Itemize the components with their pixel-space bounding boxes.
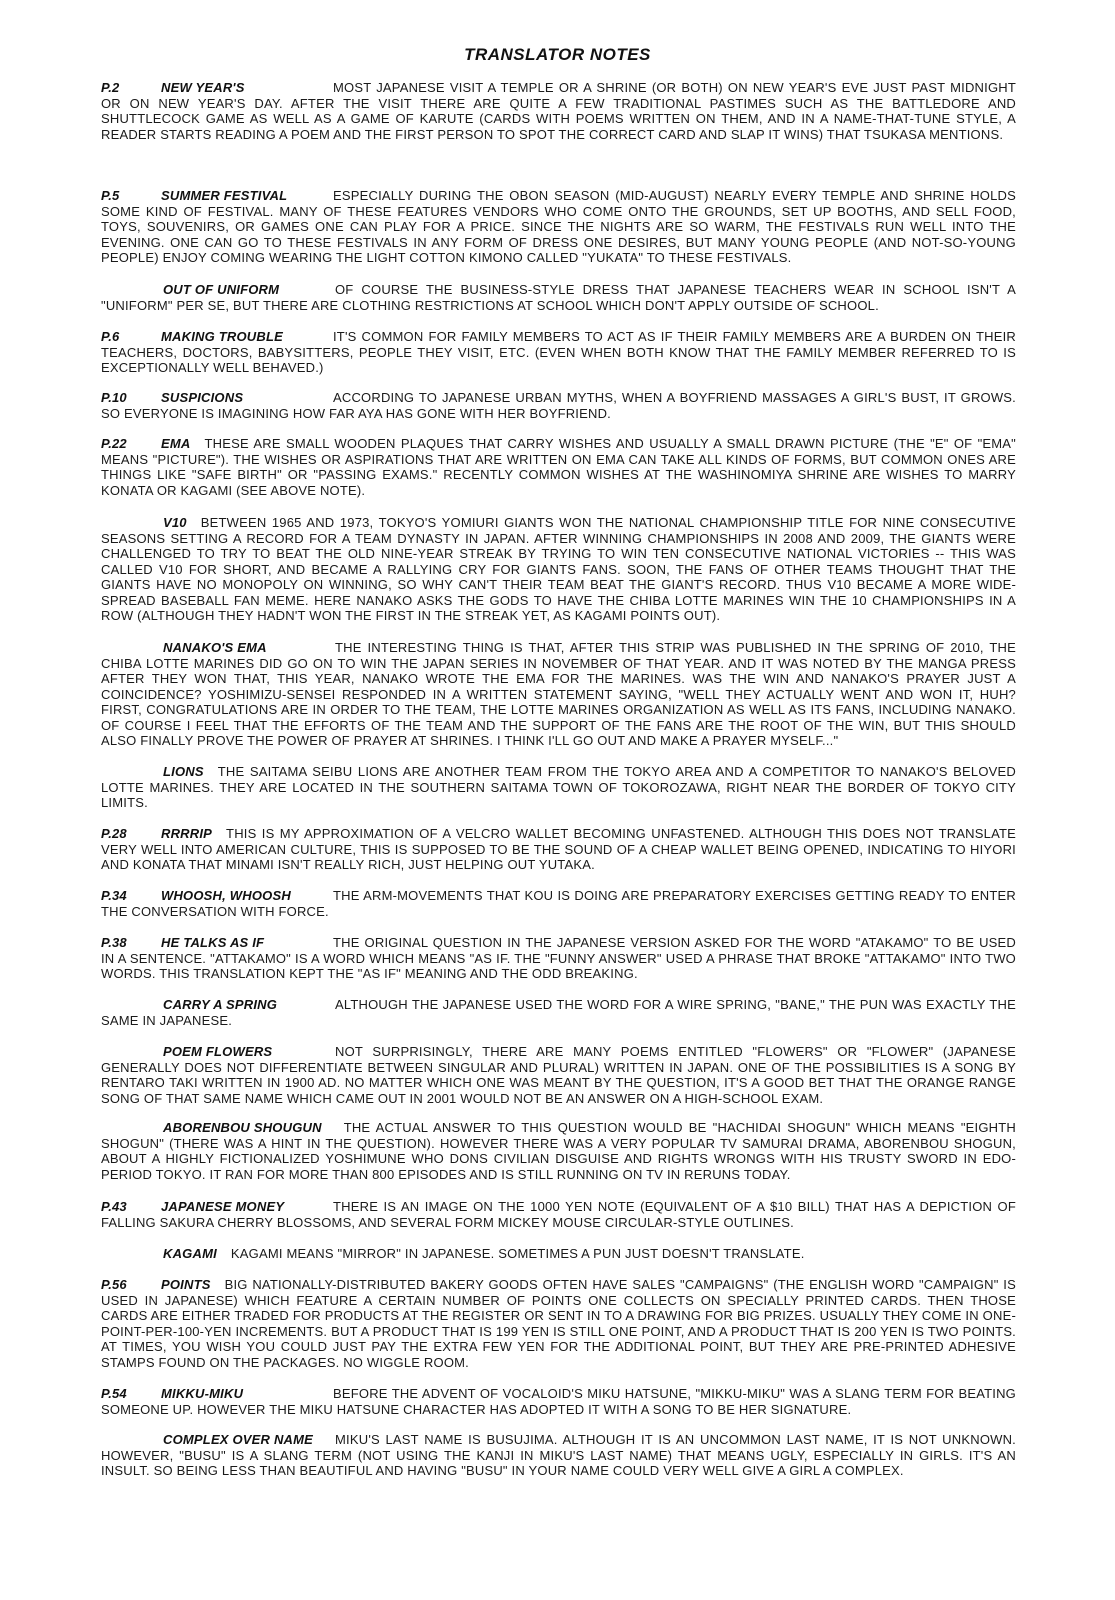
note-term: LIONS — [163, 764, 204, 779]
page-ref: P.22 — [101, 436, 127, 451]
note-text: THE ACTUAL ANSWER TO THIS QUESTION WOULD BE "HACHIDAI SHOGUN" WHICH MEANS "EIGHTH SHOGUN" (THERE WAS A HINT IN THE QUESTION). HOWEVER THERE WAS A VERY POPULAR TV SAMURAI DRAMA, ABORENBOU SHOGUN, ABOUT A HIGHLY FICTIONALIZED YOSHIMUNE WHO DONS CIVILIAN DISGUISE AND RIGHTS WRONGS WITH HIS TRUSTY SWORD IN EDO-PERIOD TOKYO. IT RAN FOR MORE THAN 800 EPISODES AND IS STILL RUNNING ON TV IN RERUNS TODAY. — [101, 1120, 1016, 1182]
note-making-trouble — [101, 329, 1016, 376]
note-kagami — [101, 1246, 1016, 1262]
note-term: POEM FLOWERS — [163, 1044, 273, 1059]
note-complex-over-name — [101, 1432, 1016, 1479]
note-text: MIKU'S LAST NAME IS BUSUJIMA. ALTHOUGH IT IS AN UNCOMMON LAST NAME, IT IS NOT UNKNOWN. HOWEVER, "BUSU" IS A SLANG TERM (NOT USING THE KANJI IN MIKU'S LAST NAME) THAT MEANS UGLY, ESPECIALLY IN GIRLS. IT'S AN INSULT. SO BEING LESS THAN BEAUTIFUL AND HAVING "BUSU" IN YOUR NAME COULD VERY WELL GIVE A GIRL A COMPLEX. — [101, 1432, 1016, 1478]
note-text: ESPECIALLY DURING THE OBON SEASON (MID-AUGUST) NEARLY EVERY TEMPLE AND SHRINE HOLDS SOME KIND OF FESTIVAL. MANY OF THESE FEATURES VENDORS WHO COME ONTO THE GROUNDS, SET UP BOOTHS, AND SELL FOOD, TOYS, SOUVENIRS, OR GAMES ONE CAN PLAY FOR A PRICE. SINCE THE NIGHTS ARE SO WARM, THE FESTIVALS RUN WELL INTO THE EVENING. ONE CAN GO TO THESE FESTIVALS IN ANY FORM OF DRESS ONE DESIRES, BUT MANY YOUNG PEOPLE (AND NOT-SO-YOUNG PEOPLE) ENJOY COMING WEARING THE LIGHT COTTON KIMONO CALLED "YUKATA" TO THESE FESTIVALS. — [101, 188, 1016, 265]
page-ref: P.5 — [101, 188, 120, 203]
note-text: BIG NATIONALLY-DISTRIBUTED BAKERY GOODS OFTEN HAVE SALES "CAMPAIGNS" (THE ENGLISH WORD "CAMPAIGN" IS USED IN JAPANESE) WHICH FEATURE A CERTAIN NUMBER OF POINTS ONE COLLECTS ON SPECIALLY PRINTED CARDS. THEN THOSE CARDS ARE EITHER TRADED FOR PRODUCTS AT THE REGISTER OR SENT IN TO A DRAWING FOR BIG PRIZES. USUALLY THEY COME IN ONE-POINT-PER-100-YEN INCREMENTS. BUT A PRODUCT THAT IS 199 YEN IS STILL ONE POINT, AND A PRODUCT THAT IS 200 YEN IS TWO POINTS. AT TIMES, YOU WISH YOU COULD JUST PAY THE EXTRA FEW YEN FOR THE ADDITIONAL POINT, BUT THEY ARE PRE-PRINTED ADHESIVE STAMPS FOUND ON THE PACKAGES. NO WIGGLE ROOM. — [101, 1277, 1016, 1370]
note-term: KAGAMI — [163, 1246, 217, 1261]
note-nanakos-ema — [101, 640, 1016, 749]
note-term: V10 — [163, 515, 187, 530]
note-rrrrip — [101, 826, 1016, 873]
note-term: NEW YEAR'S — [161, 80, 245, 95]
page-ref: P.43 — [101, 1199, 127, 1214]
note-carry-a-spring — [101, 997, 1016, 1028]
note-text: IT'S COMMON FOR FAMILY MEMBERS TO ACT AS IF THEIR FAMILY MEMBERS ARE A BURDEN ON THEIR TEACHERS, DOCTORS, BABYSITTERS, PEOPLE THEY VISIT, ETC. (EVEN WHEN BOTH KNOW THAT THE FAMILY MEMBER REFERRED TO IS EXCEPTIONALLY WELL BEHAVED.) — [101, 329, 1016, 375]
page-ref: P.2 — [101, 80, 120, 95]
note-term: NANAKO'S EMA — [163, 640, 267, 655]
note-term: CARRY A SPRING — [163, 997, 278, 1012]
note-text: THE SAITAMA SEIBU LIONS ARE ANOTHER TEAM FROM THE TOKYO AREA AND A COMPETITOR TO NANAKO'S BELOVED LOTTE MARINES. THEY ARE LOCATED IN THE SOUTHERN SAITAMA TOWN OF TOKOROZAWA, RIGHT NEAR THE BORDER OF TOKYO CITY LIMITS. — [101, 764, 1016, 810]
page-title: TRANSLATOR NOTES — [464, 45, 651, 64]
page-ref: P.10 — [101, 390, 127, 405]
note-new-years — [101, 80, 1016, 142]
note-v10 — [101, 515, 1016, 624]
note-mikku-miku — [101, 1386, 1016, 1417]
note-term: SUSPICIONS — [161, 390, 244, 405]
note-text: OF COURSE THE BUSINESS-STYLE DRESS THAT JAPANESE TEACHERS WEAR IN SCHOOL ISN'T A "UNIFORM" PER SE, BUT THERE ARE CLOTHING RESTRICTIONS AT SCHOOL WHICH DON'T APPLY OUTSIDE OF SCHOOL. — [101, 282, 1016, 313]
note-japanese-money — [101, 1199, 1016, 1230]
note-term: OUT OF UNIFORM — [163, 282, 280, 297]
note-summer-festival — [101, 188, 1016, 266]
note-text: MOST JAPANESE VISIT A TEMPLE OR A SHRINE (OR BOTH) ON NEW YEAR'S EVE JUST PAST MIDNIGHT OR ON NEW YEAR'S DAY. AFTER THE VISIT THERE ARE QUITE A FEW TRADITIONAL PASTIMES SUCH AS THE BATTLEDORE AND SHUTTLECOCK GAME AS WELL AS A GAME OF KARUTE (CARDS WITH POEMS WRITTEN ON THEM, AND IN A NAME-THAT-TUNE STYLE, A READER STARTS READING A POEM AND THE FIRST PERSON TO SPOT THE CORRECT CARD AND SLAP IT WINS) THAT TSUKASA MENTIONS. — [101, 80, 1016, 142]
note-term: JAPANESE MONEY — [161, 1199, 285, 1214]
note-term: ABORENBOU SHOUGUN — [163, 1120, 322, 1135]
note-term: RRRRIP — [161, 826, 213, 841]
note-suspicions — [101, 390, 1016, 421]
page-ref: P.28 — [101, 826, 127, 841]
note-term: WHOOSH, WHOOSH — [161, 888, 291, 903]
note-text: THE ORIGINAL QUESTION IN THE JAPANESE VERSION ASKED FOR THE WORD "ATAKAMO" TO BE USED IN A SENTENCE. "ATTAKAMO" IS A WORD WHICH MEANS "AS IF. THE "FUNNY ANSWER" USED A PHRASE THAT BROKE "ATTAKAMO" INTO TWO WORDS. THIS TRANSLATION KEPT THE "AS IF" MEANING AND THE ODD BREAKING. — [101, 935, 1016, 981]
note-term: EMA — [161, 436, 191, 451]
note-text: KAGAMI MEANS "MIRROR" IN JAPANESE. SOMETIMES A PUN JUST DOESN'T TRANSLATE. — [230, 1246, 805, 1261]
note-text: NOT SURPRISINGLY, THERE ARE MANY POEMS ENTITLED "FLOWERS" OR "FLOWER" (JAPANESE GENERALLY DOES NOT DIFFERENTIATE BETWEEN SINGULAR AND PLURAL) WRITTEN IN JAPAN. ONE OF THE POSSIBILITIES IS A SONG BY RENTARO TAKI WRITTEN IN 1900 AD. NO MATTER WHICH ONE WAS MEANT BY THE QUESTION, IT'S A GOOD BET THAT THE ORANGE RANGE SONG OF THAT SAME NAME WHICH CAME OUT IN 2001 WOULD NOT BE AN ANSWER ON A HIGH-SCHOOL EXAM. — [101, 1044, 1016, 1106]
note-he-talks-as-if — [101, 935, 1016, 982]
note-text: ACCORDING TO JAPANESE URBAN MYTHS, WHEN A BOYFRIEND MASSAGES A GIRL'S BUST, IT GROWS. SO EVERYONE IS IMAGINING HOW FAR AYA HAS GONE WITH HER BOYFRIEND. — [101, 390, 1016, 421]
note-lions — [101, 764, 1016, 811]
note-term: HE TALKS AS IF — [161, 935, 265, 950]
note-points — [101, 1277, 1016, 1370]
note-text: THERE IS AN IMAGE ON THE 1000 YEN NOTE (EQUIVALENT OF A $10 BILL) THAT HAS A DEPICTION OF FALLING SAKURA CHERRY BLOSSOMS, AND SEVERAL FORM MICKEY MOUSE CIRCULAR-STYLE OUTLINES. — [101, 1199, 1016, 1230]
note-whoosh — [101, 888, 1016, 919]
note-ema — [101, 436, 1016, 498]
page-ref: P.34 — [101, 888, 127, 903]
page-ref: P.56 — [101, 1277, 127, 1292]
page-ref: P.6 — [101, 329, 120, 344]
note-text: THE ARM-MOVEMENTS THAT KOU IS DOING ARE PREPARATORY EXERCISES GETTING READY TO ENTER THE CONVERSATION WITH FORCE. — [101, 888, 1016, 919]
note-text: BEFORE THE ADVENT OF VOCALOID'S MIKU HATSUNE, "MIKKU-MIKU" WAS A SLANG TERM FOR BEATING SOMEONE UP. HOWEVER THE MIKU HATSUNE CHARACTER HAS ADOPTED IT WITH A SONG TO BE HER SIGNATURE. — [101, 1386, 1016, 1417]
page-ref: P.38 — [101, 935, 127, 950]
note-term: SUMMER FESTIVAL — [161, 188, 288, 203]
note-text: THESE ARE SMALL WOODEN PLAQUES THAT CARRY WISHES AND USUALLY A SMALL DRAWN PICTURE (THE "E" OF "EMA" MEANS "PICTURE"). THE WISHES OR ASPIRATIONS THAT ARE WRITTEN ON EMA CAN TAKE ALL KINDS OF FORMS, BUT COMMON ONES ARE THINGS LIKE "SAFE BIRTH" OR "PASSING EXAMS." RECENTLY COMMON WISHES AT THE WASHINOMIYA SHRINE ARE WISHES TO MARRY KONATA OR KAGAMI (SEE ABOVE NOTE). — [101, 436, 1016, 498]
note-poem-flowers — [101, 1044, 1016, 1106]
note-term: MAKING TROUBLE — [161, 329, 283, 344]
note-text: ALTHOUGH THE JAPANESE USED THE WORD FOR A WIRE SPRING, "BANE," THE PUN WAS EXACTLY THE SAME IN JAPANESE. — [101, 997, 1016, 1028]
note-text: THIS IS MY APPROXIMATION OF A VELCRO WALLET BECOMING UNFASTENED. ALTHOUGH THIS DOES NOT TRANSLATE VERY WELL INTO AMERICAN CULTURE, THIS IS SUPPOSED TO BE THE SOUND OF A CHEAP WALLET BEING OPENED, INDICATING TO HIYORI AND KONATA THAT MINAMI ISN'T REALLY RICH, JUST HELPING OUT YUTAKA. — [101, 826, 1016, 872]
note-aborenbou-shougun — [101, 1120, 1016, 1182]
note-text: THE INTERESTING THING IS THAT, AFTER THIS STRIP WAS PUBLISHED IN THE SPRING OF 2010, THE CHIBA LOTTE MARINES DID GO ON TO WIN THE JAPAN SERIES IN NOVEMBER OF THAT YEAR. AND IT WAS NOTED BY THE MANGA PRESS AFTER THEY WON THAT, THIS YEAR, NANAKO WROTE THE EMA FOR THE MARINES. WAS THE WIN AND NANAKO'S PRAYER JUST A COINCIDENCE? YOSHIMIZU-SENSEI RESPONDED IN A WRITTEN STATEMENT SAYING, "WELL THEY ACTUALLY WENT AND WON IT, HUH? FIRST, CONGRATULATIONS ARE IN ORDER TO THE TEAM, THE LOTTE MARINES ORGANIZATION AS WELL AS ITS FANS, INCLUDING NANAKO. OF COURSE I FEEL THAT THE EFFORTS OF THE TEAM AND THE SUPPORT OF THE FANS ARE THE ROOT OF THE WIN, BUT THIS SHOULD ALSO FINALLY PROVE THE POWER OF PRAYER AT SHRINES. I THINK I'LL GO OUT AND MAKE A PRAYER MYSELF..." — [101, 640, 1016, 748]
note-text: BETWEEN 1965 AND 1973, TOKYO'S YOMIURI GIANTS WON THE NATIONAL CHAMPIONSHIP TITLE FOR NINE CONSECUTIVE SEASONS SETTING A RECORD FOR A TEAM DYNASTY IN JAPAN. AFTER WINNING CHAMPIONSHIPS IN 2008 AND 2009, THE GIANTS WERE CHALLENGED TO TRY TO BEAT THE OLD NINE-YEAR STREAK BY TRYING TO WIN TEN CONSECUTIVE NATIONAL VICTORIES -- THIS WAS CALLED V10 FOR SHORT, AND BECAME A RALLYING CRY FOR GIANTS FANS. SOON, THE FANS OF OTHER TEAMS THOUGHT THAT THE GIANTS HAVE NO MONOPOLY ON WINNING, SO WHY CAN'T THEIR TEAM BEAT THE GIANT'S RECORD. THUS V10 BECAME A MORE WIDE-SPREAD BASEBALL FAN MEME. HERE NANAKO ASKS THE GODS TO HAVE THE CHIBA LOTTE MARINES WIN THE 10 CHAMPIONSHIPS IN A ROW (ALTHOUGH THEY HADN'T WON THE FIRST IN THE STREAK YET, AS KAGAMI POINTS OUT). — [101, 515, 1016, 623]
note-term: COMPLEX OVER NAME — [163, 1432, 314, 1447]
note-term: POINTS — [161, 1277, 211, 1292]
note-out-of-uniform — [101, 282, 1016, 313]
note-term: MIKKU-MIKU — [161, 1386, 244, 1401]
page-ref: P.54 — [101, 1386, 127, 1401]
